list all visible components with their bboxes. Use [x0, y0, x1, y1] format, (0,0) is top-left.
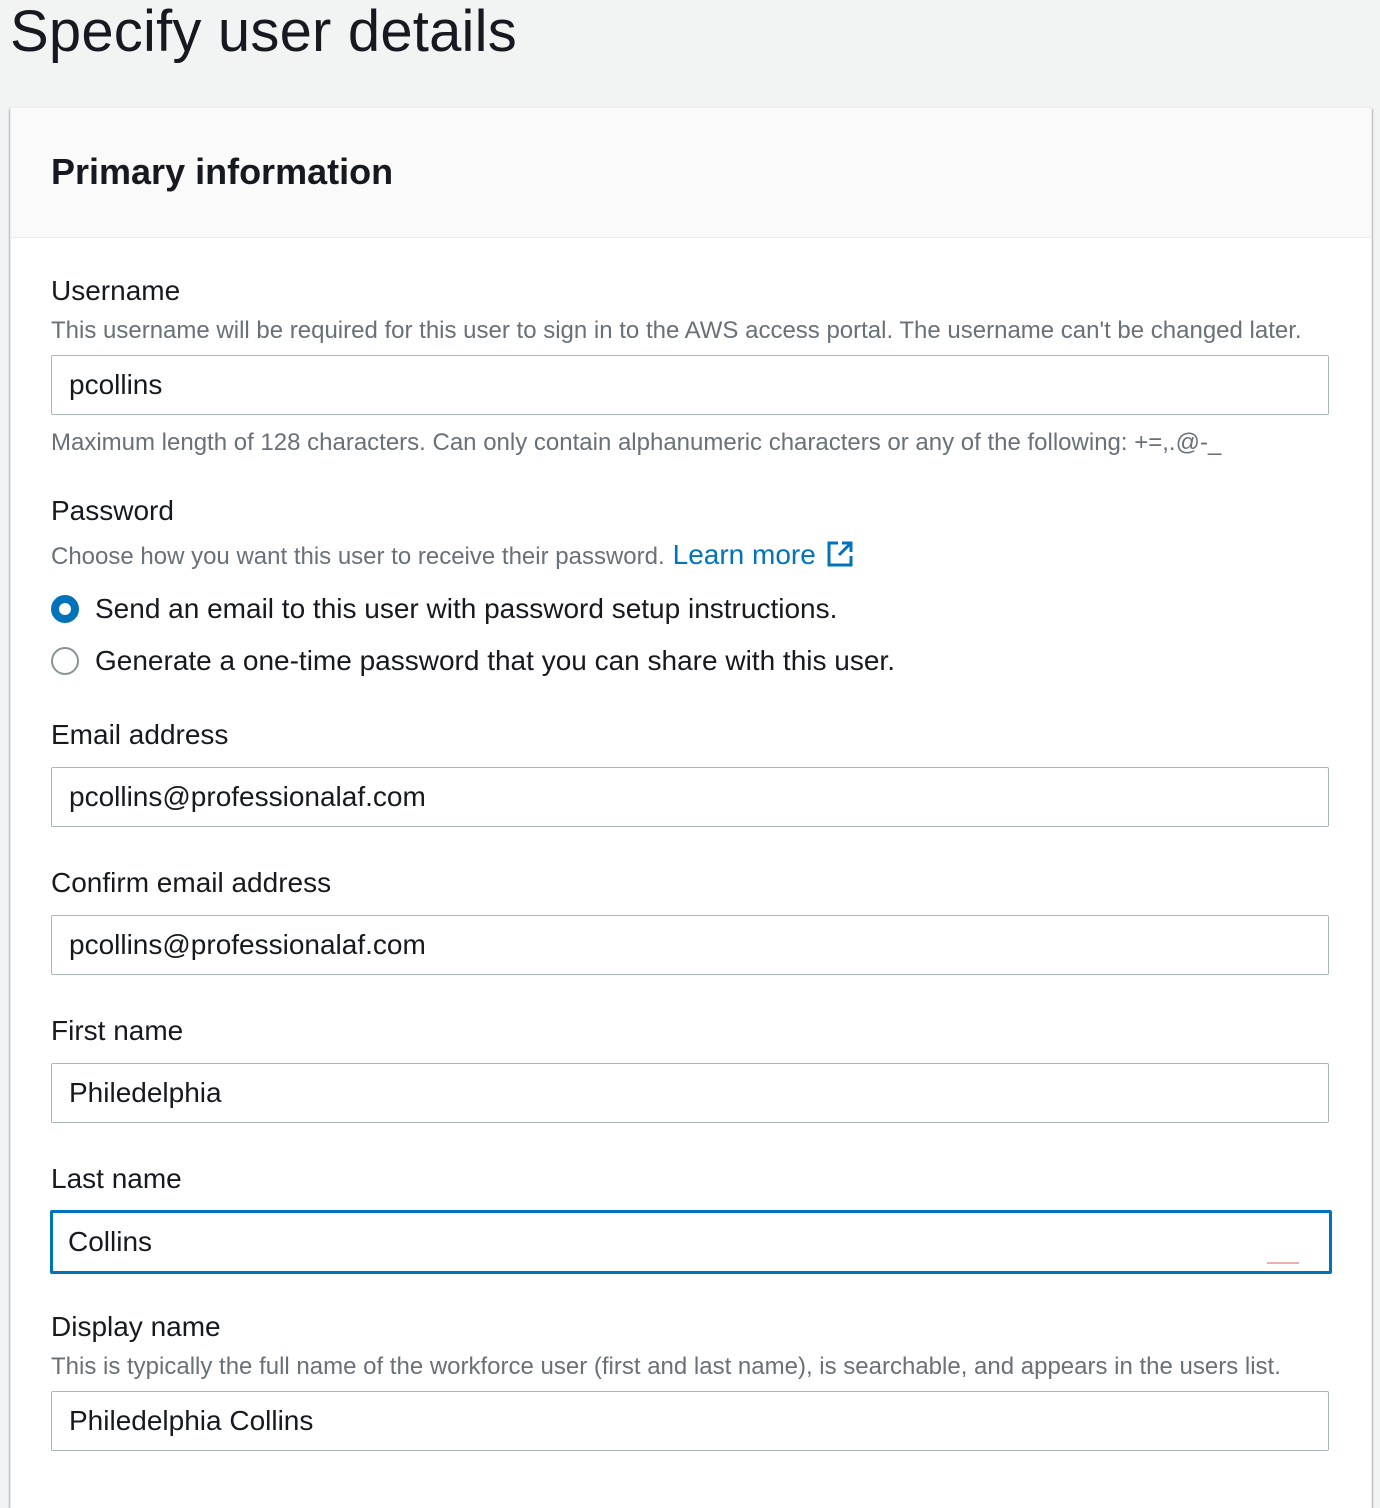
spellcheck-underline: [1267, 1262, 1299, 1264]
radio-one-time-password[interactable]: [51, 647, 79, 675]
display-name-input[interactable]: [51, 1391, 1329, 1451]
password-label: Password: [51, 495, 174, 526]
username-label: Username: [51, 275, 181, 306]
confirm-email-input[interactable]: [51, 915, 1329, 975]
display-name-label: Display name: [51, 1311, 221, 1342]
learn-more-link[interactable]: Learn more: [672, 539, 816, 570]
confirm-email-label: Confirm email address: [51, 867, 332, 898]
primary-information-panel: [10, 108, 1372, 1508]
password-option-one-time[interactable]: [51, 641, 895, 681]
radio-send-email[interactable]: [51, 595, 79, 623]
username-input[interactable]: [51, 355, 1329, 415]
password-description-row: [51, 540, 854, 572]
external-link-icon[interactable]: [826, 540, 854, 568]
username-constraint-text: Maximum length of 128 characters. Can only contain alphanumeric characters or any of the following: +=,.@-_: [51, 429, 1222, 456]
first-name-label: First name: [51, 1015, 184, 1046]
email-label: Email address: [51, 719, 229, 750]
last-name-label: Last name: [51, 1163, 182, 1194]
password-description: Choose how you want this user to receive their password.: [51, 543, 665, 570]
first-name-input[interactable]: [51, 1063, 1329, 1123]
last-name-input[interactable]: [50, 1210, 1332, 1274]
username-description: This username will be required for this user to sign in to the AWS access portal. The username can't be changed later.: [51, 317, 1302, 344]
page-title: Specify user details: [10, 0, 517, 64]
panel-header: [11, 108, 1371, 238]
panel-title: Primary information: [51, 151, 394, 192]
password-option-email[interactable]: [51, 589, 837, 629]
email-input[interactable]: [51, 767, 1329, 827]
display-name-description: This is typically the full name of the workforce user (first and last name), is searchable, and appears in the users list.: [51, 1353, 1281, 1380]
radio-one-time-password-label[interactable]: Generate a one-time password that you can share with this user.: [95, 645, 895, 676]
radio-send-email-label[interactable]: Send an email to this user with password setup instructions.: [95, 593, 838, 624]
